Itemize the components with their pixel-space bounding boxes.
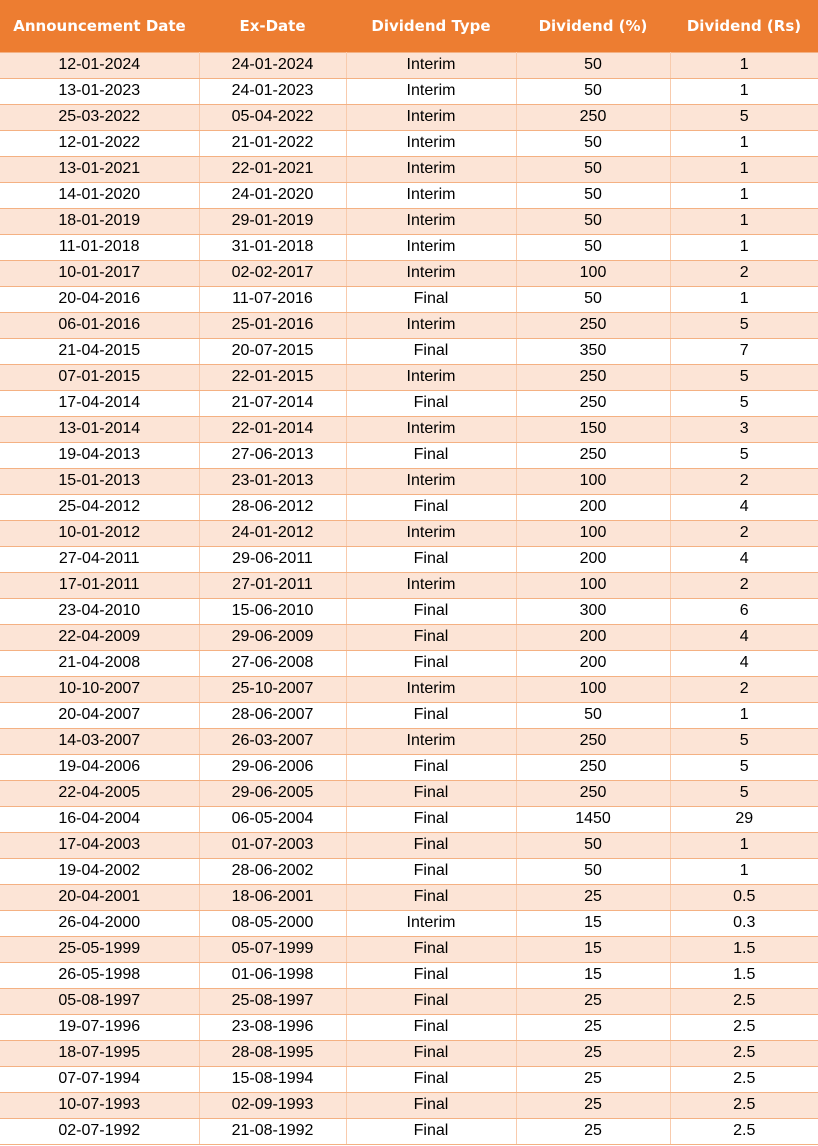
dividend-percent-cell: 250 [516,104,670,130]
dividend-rs-cell: 2.5 [670,1066,818,1092]
dividend-rs-cell: 1.5 [670,962,818,988]
table-row [0,312,818,338]
dividend-percent-cell: 15 [516,962,670,988]
ex-date-cell: 23-01-2013 [199,468,346,494]
announcement-date-cell: 26-05-1998 [0,962,199,988]
announcement-date-cell: 25-05-1999 [0,936,199,962]
table-row [0,624,818,650]
announcement-date-cell: 13-01-2023 [0,78,199,104]
table-header [0,0,818,52]
dividend-rs-cell: 3 [670,416,818,442]
dividend-percent-cell: 200 [516,546,670,572]
ex-date-cell: 29-06-2006 [199,754,346,780]
table-row [0,754,818,780]
table-row [0,910,818,936]
dividend-type-cell: Final [346,1014,516,1040]
table-row [0,234,818,260]
dividend-rs-cell: 5 [670,390,818,416]
dividend-type-cell: Interim [346,52,516,78]
table-row [0,988,818,1014]
ex-date-cell: 24-01-2023 [199,78,346,104]
announcement-date-cell: 13-01-2021 [0,156,199,182]
announcement-date-cell: 19-07-1996 [0,1014,199,1040]
announcement-date-cell: 23-04-2010 [0,598,199,624]
ex-date-cell: 22-01-2021 [199,156,346,182]
dividend-rs-cell: 1 [670,78,818,104]
dividend-rs-cell: 1 [670,182,818,208]
table-row [0,338,818,364]
announcement-date-cell: 07-01-2015 [0,364,199,390]
dividend-percent-cell: 250 [516,754,670,780]
dividend-type-cell: Final [346,494,516,520]
announcement-date-cell: 25-04-2012 [0,494,199,520]
table-row [0,156,818,182]
ex-date-cell: 27-06-2013 [199,442,346,468]
dividend-percent-cell: 50 [516,52,670,78]
ex-date-cell: 28-06-2012 [199,494,346,520]
table-row [0,52,818,78]
dividend-type-cell: Interim [346,520,516,546]
dividend-percent-cell: 50 [516,208,670,234]
announcement-date-cell: 16-04-2004 [0,806,199,832]
ex-date-cell: 25-01-2016 [199,312,346,338]
dividend-type-cell: Interim [346,416,516,442]
ex-date-cell: 15-06-2010 [199,598,346,624]
dividend-percent-cell: 25 [516,1066,670,1092]
dividend-percent-cell: 50 [516,78,670,104]
dividend-percent-cell: 25 [516,884,670,910]
table-row [0,390,818,416]
ex-date-cell: 06-05-2004 [199,806,346,832]
dividend-type-cell: Interim [346,104,516,130]
table-row [0,286,818,312]
ex-date-cell: 28-06-2007 [199,702,346,728]
dividend-rs-cell: 2.5 [670,1118,818,1144]
dividend-rs-cell: 2.5 [670,1092,818,1118]
column-header-announcement-date: Announcement Date [13,16,186,35]
dividend-percent-cell: 100 [516,676,670,702]
dividend-percent-cell: 100 [516,572,670,598]
dividend-percent-cell: 50 [516,832,670,858]
dividend-type-cell: Final [346,702,516,728]
table-row [0,858,818,884]
dividend-type-cell: Final [346,650,516,676]
dividend-rs-cell: 5 [670,104,818,130]
announcement-date-cell: 20-04-2001 [0,884,199,910]
dividend-percent-cell: 250 [516,442,670,468]
dividend-percent-cell: 200 [516,624,670,650]
ex-date-cell: 25-08-1997 [199,988,346,1014]
dividend-type-cell: Interim [346,78,516,104]
dividend-rs-cell: 2 [670,468,818,494]
announcement-date-cell: 17-04-2003 [0,832,199,858]
dividend-type-cell: Interim [346,156,516,182]
column-header-dividend-rs: Dividend (Rs) [686,16,802,35]
ex-date-cell: 25-10-2007 [199,676,346,702]
table-row [0,832,818,858]
table-row [0,1092,818,1118]
announcement-date-cell: 07-07-1994 [0,1066,199,1092]
announcement-date-cell: 21-04-2015 [0,338,199,364]
announcement-date-cell: 06-01-2016 [0,312,199,338]
dividend-percent-cell: 25 [516,1118,670,1144]
table-row [0,806,818,832]
dividend-rs-cell: 2 [670,572,818,598]
table-row [0,442,818,468]
ex-date-cell: 21-01-2022 [199,130,346,156]
dividend-type-cell: Final [346,338,516,364]
ex-date-cell: 26-03-2007 [199,728,346,754]
ex-date-cell: 08-05-2000 [199,910,346,936]
table-row [0,598,818,624]
dividend-type-cell: Interim [346,182,516,208]
table-row [0,650,818,676]
table-row [0,702,818,728]
dividend-percent-cell: 50 [516,182,670,208]
ex-date-cell: 05-04-2022 [199,104,346,130]
dividend-type-cell: Interim [346,728,516,754]
table-row [0,494,818,520]
dividend-rs-cell: 1 [670,702,818,728]
dividend-rs-cell: 1 [670,208,818,234]
announcement-date-cell: 20-04-2007 [0,702,199,728]
ex-date-cell: 01-07-2003 [199,832,346,858]
table-row [0,468,818,494]
announcement-date-cell: 10-10-2007 [0,676,199,702]
dividend-percent-cell: 350 [516,338,670,364]
table-row [0,364,818,390]
dividend-type-cell: Final [346,546,516,572]
dividend-type-cell: Final [346,1118,516,1144]
dividend-rs-cell: 1 [670,286,818,312]
dividend-type-cell: Interim [346,468,516,494]
announcement-date-cell: 18-07-1995 [0,1040,199,1066]
dividend-percent-cell: 15 [516,910,670,936]
dividend-percent-cell: 50 [516,234,670,260]
dividend-percent-cell: 150 [516,416,670,442]
dividend-type-cell: Interim [346,260,516,286]
dividend-rs-cell: 2.5 [670,1014,818,1040]
announcement-date-cell: 14-03-2007 [0,728,199,754]
dividend-type-cell: Final [346,858,516,884]
dividend-type-cell: Final [346,806,516,832]
dividend-percent-cell: 100 [516,260,670,286]
announcement-date-cell: 22-04-2005 [0,780,199,806]
ex-date-cell: 20-07-2015 [199,338,346,364]
ex-date-cell: 27-01-2011 [199,572,346,598]
dividend-rs-cell: 2 [670,520,818,546]
dividend-type-cell: Final [346,1040,516,1066]
announcement-date-cell: 11-01-2018 [0,234,199,260]
table-row [0,104,818,130]
ex-date-cell: 29-06-2005 [199,780,346,806]
table-row [0,1014,818,1040]
dividend-percent-cell: 250 [516,364,670,390]
dividend-rs-cell: 1 [670,832,818,858]
dividend-rs-cell: 1 [670,52,818,78]
dividend-percent-cell: 200 [516,650,670,676]
announcement-date-cell: 26-04-2000 [0,910,199,936]
announcement-date-cell: 15-01-2013 [0,468,199,494]
dividend-rs-cell: 1.5 [670,936,818,962]
announcement-date-cell: 10-07-1993 [0,1092,199,1118]
dividend-percent-cell: 250 [516,312,670,338]
table-body [0,52,818,1144]
ex-date-cell: 29-06-2009 [199,624,346,650]
table-row [0,728,818,754]
announcement-date-cell: 10-01-2012 [0,520,199,546]
dividend-type-cell: Final [346,442,516,468]
table-row [0,182,818,208]
ex-date-cell: 18-06-2001 [199,884,346,910]
ex-date-cell: 22-01-2015 [199,364,346,390]
table-row [0,78,818,104]
dividend-percent-cell: 50 [516,702,670,728]
dividend-percent-cell: 25 [516,1040,670,1066]
announcement-date-cell: 05-08-1997 [0,988,199,1014]
ex-date-cell: 27-06-2008 [199,650,346,676]
dividend-rs-cell: 4 [670,624,818,650]
ex-date-cell: 28-08-1995 [199,1040,346,1066]
dividend-type-cell: Final [346,1066,516,1092]
dividend-percent-cell: 300 [516,598,670,624]
ex-date-cell: 21-08-1992 [199,1118,346,1144]
dividend-rs-cell: 5 [670,754,818,780]
table-row [0,676,818,702]
ex-date-cell: 01-06-1998 [199,962,346,988]
table-row [0,572,818,598]
header-row [0,0,818,52]
table-row [0,546,818,572]
dividend-percent-cell: 25 [516,1014,670,1040]
dividend-type-cell: Final [346,884,516,910]
dividend-type-cell: Final [346,936,516,962]
dividend-rs-cell: 1 [670,234,818,260]
ex-date-cell: 24-01-2020 [199,182,346,208]
dividend-type-cell: Final [346,962,516,988]
table-row [0,520,818,546]
dividend-rs-cell: 2.5 [670,988,818,1014]
announcement-date-cell: 25-03-2022 [0,104,199,130]
announcement-date-cell: 17-01-2011 [0,572,199,598]
ex-date-cell: 24-01-2024 [199,52,346,78]
dividend-type-cell: Final [346,598,516,624]
dividend-rs-cell: 0.3 [670,910,818,936]
dividend-percent-cell: 50 [516,858,670,884]
dividend-percent-cell: 50 [516,130,670,156]
table-row [0,962,818,988]
dividend-rs-cell: 0.5 [670,884,818,910]
dividend-percent-cell: 50 [516,156,670,182]
dividend-rs-cell: 2 [670,676,818,702]
ex-date-cell: 29-06-2011 [199,546,346,572]
dividend-rs-cell: 4 [670,494,818,520]
announcement-date-cell: 10-01-2017 [0,260,199,286]
dividend-rs-cell: 5 [670,312,818,338]
table-row [0,416,818,442]
table-row [0,936,818,962]
dividend-rs-cell: 1 [670,156,818,182]
dividend-percent-cell: 250 [516,728,670,754]
table-row [0,1040,818,1066]
dividend-rs-cell: 5 [670,364,818,390]
ex-date-cell: 11-07-2016 [199,286,346,312]
dividend-percent-cell: 15 [516,936,670,962]
dividend-rs-cell: 6 [670,598,818,624]
dividend-percent-cell: 100 [516,468,670,494]
announcement-date-cell: 21-04-2008 [0,650,199,676]
table-row [0,1118,818,1144]
dividend-type-cell: Interim [346,130,516,156]
dividend-type-cell: Interim [346,208,516,234]
dividend-type-cell: Interim [346,234,516,260]
dividend-type-cell: Final [346,832,516,858]
announcement-date-cell: 13-01-2014 [0,416,199,442]
dividend-rs-cell: 29 [670,806,818,832]
dividend-type-cell: Final [346,1092,516,1118]
ex-date-cell: 23-08-1996 [199,1014,346,1040]
dividend-percent-cell: 1450 [516,806,670,832]
dividend-type-cell: Final [346,286,516,312]
ex-date-cell: 24-01-2012 [199,520,346,546]
dividend-rs-cell: 5 [670,442,818,468]
dividend-type-cell: Interim [346,364,516,390]
dividend-rs-cell: 4 [670,650,818,676]
dividend-percent-cell: 250 [516,390,670,416]
ex-date-cell: 02-02-2017 [199,260,346,286]
ex-date-cell: 29-01-2019 [199,208,346,234]
column-header-dividend-percent: Dividend (%) [538,16,648,35]
dividend-type-cell: Final [346,988,516,1014]
announcement-date-cell: 18-01-2019 [0,208,199,234]
ex-date-cell: 15-08-1994 [199,1066,346,1092]
column-header-dividend-type: Dividend Type [371,16,491,35]
ex-date-cell: 05-07-1999 [199,936,346,962]
announcement-date-cell: 12-01-2022 [0,130,199,156]
ex-date-cell: 28-06-2002 [199,858,346,884]
announcement-date-cell: 14-01-2020 [0,182,199,208]
table-row [0,208,818,234]
dividend-type-cell: Interim [346,910,516,936]
table-row [0,780,818,806]
table-row [0,260,818,286]
dividend-percent-cell: 250 [516,780,670,806]
announcement-date-cell: 19-04-2013 [0,442,199,468]
announcement-date-cell: 27-04-2011 [0,546,199,572]
ex-date-cell: 21-07-2014 [199,390,346,416]
table-row [0,130,818,156]
dividend-type-cell: Interim [346,572,516,598]
dividend-rs-cell: 4 [670,546,818,572]
dividend-type-cell: Final [346,624,516,650]
dividend-type-cell: Interim [346,676,516,702]
dividend-percent-cell: 25 [516,988,670,1014]
dividend-rs-cell: 2 [670,260,818,286]
announcement-date-cell: 12-01-2024 [0,52,199,78]
dividend-type-cell: Final [346,780,516,806]
dividend-percent-cell: 50 [516,286,670,312]
announcement-date-cell: 17-04-2014 [0,390,199,416]
dividend-rs-cell: 1 [670,130,818,156]
announcement-date-cell: 22-04-2009 [0,624,199,650]
announcement-date-cell: 19-04-2006 [0,754,199,780]
dividend-type-cell: Interim [346,312,516,338]
dividend-rs-cell: 5 [670,780,818,806]
announcement-date-cell: 19-04-2002 [0,858,199,884]
announcement-date-cell: 20-04-2016 [0,286,199,312]
ex-date-cell: 02-09-1993 [199,1092,346,1118]
dividend-rs-cell: 5 [670,728,818,754]
dividend-percent-cell: 200 [516,494,670,520]
ex-date-cell: 22-01-2014 [199,416,346,442]
dividend-rs-cell: 7 [670,338,818,364]
table-row [0,1066,818,1092]
dividend-rs-cell: 2.5 [670,1040,818,1066]
dividend-type-cell: Final [346,754,516,780]
table-row [0,884,818,910]
dividend-type-cell: Final [346,390,516,416]
dividend-percent-cell: 100 [516,520,670,546]
ex-date-cell: 31-01-2018 [199,234,346,260]
column-header-ex-date: Ex-Date [239,16,306,35]
dividend-percent-cell: 25 [516,1092,670,1118]
dividend-rs-cell: 1 [670,858,818,884]
announcement-date-cell: 02-07-1992 [0,1118,199,1144]
